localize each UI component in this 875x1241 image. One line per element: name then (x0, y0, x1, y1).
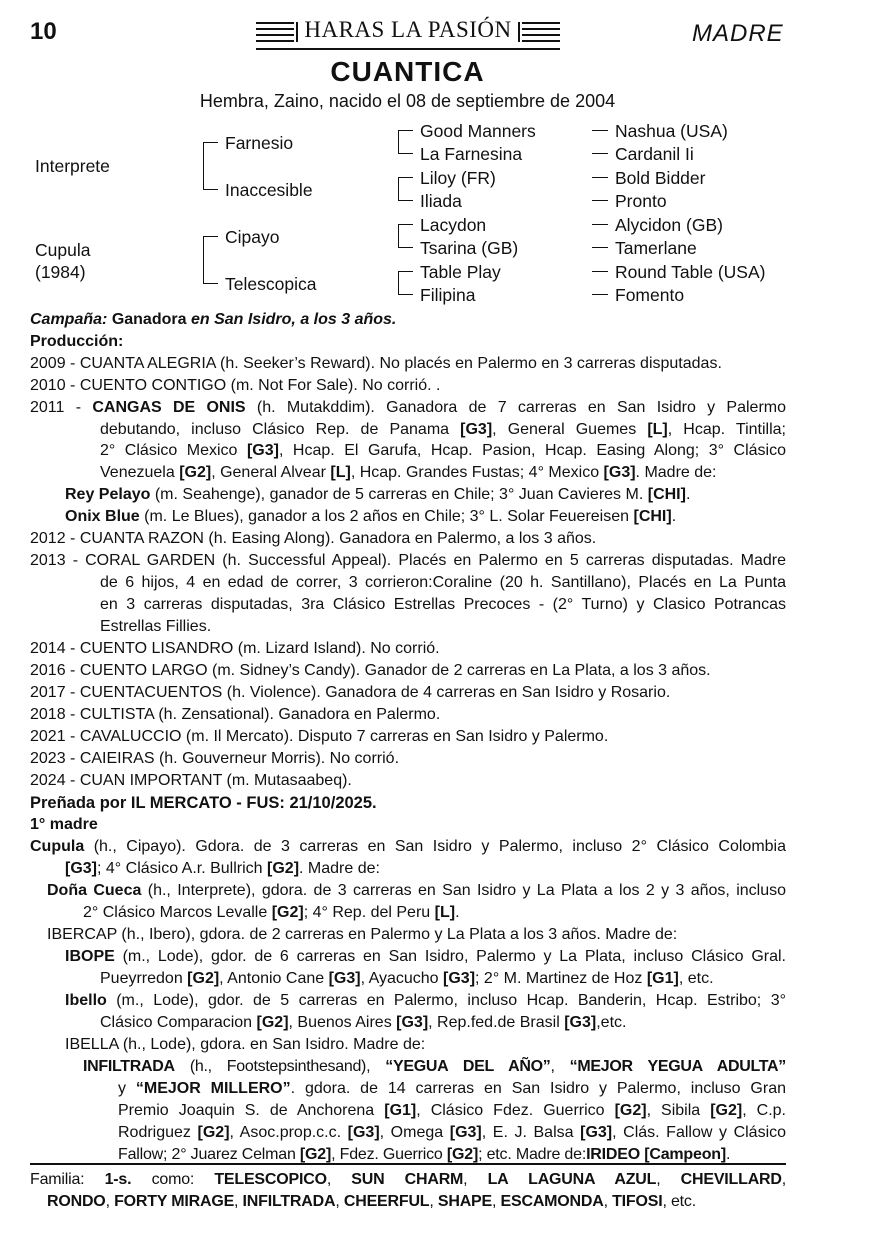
offspring-rey-pelayo: Rey Pelayo (m. Seahenge), ganador de 5 carreras en Chile; 3° Juan Cavieres M. [CHI]. (65, 486, 691, 503)
grade-badge: [G1] (384, 1102, 417, 1119)
text: , Fdez. Guerrico (331, 1146, 443, 1163)
infiltrada-line-cont (118, 1102, 786, 1120)
offspring-name: Doña Cueca (47, 882, 142, 899)
year: 2011 - (30, 399, 82, 416)
ibercap-line: IBERCAP (h., Ibero), gdora. de 2 carreras en Palermo y La Plata a los 3 años. Madre de: (47, 926, 678, 943)
text: ; 4° Rep. del Peru (303, 904, 431, 921)
offspring-onix-blue: Onix Blue (m. Le Blues), ganador a los 2 años en Chile; 3° L. Solar Feuereisen [CHI]. (65, 508, 677, 525)
text: Clásico Comparacion (100, 1014, 253, 1031)
text: (m., Lode), gdor. de 6 carreras en San Isidro, Palermo y La Plata, incluso Clásico Gral. (122, 948, 786, 965)
grade-badge: [CHI] (633, 508, 672, 525)
text: , Buenos Aires (288, 1014, 392, 1031)
cueca-line-cont: 2° Clásico Marcos Levalle [G2]; 4° Rep. del Peru [L]. (83, 904, 460, 921)
text: , Hcap. Grandes Fustas; 4° Mexico (350, 464, 600, 481)
brand-underline (256, 48, 560, 50)
family-horse: RONDO (47, 1193, 106, 1210)
text: , Omega (379, 1124, 444, 1141)
pedigree-sire: Interprete (35, 156, 110, 176)
pedigree-g2: Inaccesible (225, 180, 313, 200)
family-horse: LA LAGUNA AZUL (487, 1171, 657, 1188)
family-horse: TIFOSI (612, 1193, 663, 1210)
text: etc. (670, 1193, 696, 1210)
grade-badge: [L] (434, 904, 456, 921)
production-2013-cont: en 3 carreras disputadas, 3ra Clásico Estrellas Precoces - (2° Turno) y Clasico Potrancas (100, 596, 786, 613)
pedigree-dam: Cupula (35, 240, 91, 260)
campaign-winner: Ganadora (111, 311, 187, 328)
production-2017: 2017 - CUENTACUENTOS (h. Violence). Ganadora de 4 carreras en San Isidro y Rosario. (30, 684, 671, 701)
text: , Hcap. El Garufa, Hcap. Pasion, Hcap. Easing Along; 3° Clásico (278, 442, 786, 459)
infiltrada-line-cont (118, 1080, 786, 1098)
campaign-rest: en San Isidro, a los 3 años. (190, 311, 397, 328)
pedigree-g4: Round Table (USA) (615, 262, 766, 282)
pedigree-g3: Filipina (420, 285, 476, 305)
infiltrada-line-cont (118, 1124, 786, 1142)
cupula-line (30, 838, 786, 856)
production-2013-cont: de 6 hijos, 4 en edad de correr, 3 corrieron:Coraline (20 h. Santillano), Placés en La Punta (100, 574, 786, 591)
family-horse: ESCAMONDA (500, 1193, 604, 1210)
ibope-line (65, 948, 786, 966)
pedigree-g4: Pronto (615, 191, 667, 211)
bracket (398, 224, 413, 248)
grade-badge: [G2] (267, 860, 300, 877)
text: (m. Le Blues), ganador a los 2 años en Chile; 3° L. Solar Feuereisen (144, 508, 630, 525)
grade-badge: [G2] (187, 970, 220, 987)
text: , C.p. (742, 1102, 786, 1119)
dam-name: Cupula (30, 838, 85, 855)
text: (h., Interprete), gdora. de 3 carreras en San Isidro y La Plata a los 2 y 3 años, incluso (147, 882, 787, 899)
text: Venezuela (100, 464, 175, 481)
grade-badge: [L] (330, 464, 351, 481)
text: ,etc. (596, 1014, 627, 1031)
family-label: Familia: (30, 1171, 85, 1188)
ibello-line (65, 992, 786, 1010)
production-2013-cont: Estrellas Fillies. (100, 618, 212, 635)
family-horse: INFILTRADA (242, 1193, 336, 1210)
text: , Hcap. Tintilla; (667, 421, 786, 438)
production-2013: 2013 - CORAL GARDEN (h. Successful Appeal). Placés en Palermo en 5 carreras disputadas. Madre (30, 552, 786, 569)
ibope-line-cont (100, 970, 714, 988)
production-2011-cont (100, 421, 786, 439)
pedigree-g3: Table Play (420, 262, 501, 282)
award: “YEGUA DEL AÑO” (385, 1058, 551, 1075)
text: como: (151, 1171, 195, 1188)
production-2021: 2021 - CAVALUCCIO (m. Il Mercato). Disputo 7 carreras en San Isidro y Palermo. (30, 728, 609, 745)
grade-badge: [G3] (580, 1124, 613, 1141)
production-2014: 2014 - CUENTO LISANDRO (m. Lizard Island). No corrió. (30, 640, 440, 657)
family-line: Familia: 1-s. como: TELESCOPICO, SUN CHARM, LA LAGUNA AZUL, CHEVILLARD, (30, 1171, 787, 1188)
ibello-line-cont (100, 1014, 626, 1032)
text: , Sibila (646, 1102, 701, 1119)
grade-badge: [G3] (564, 1014, 597, 1031)
dash (592, 294, 608, 295)
pedigree-g2: Farnesio (225, 133, 294, 153)
divider (30, 1163, 786, 1165)
pedigree-g4: Alycidon (GB) (615, 215, 723, 235)
text: (h. Mutakddim). Ganadora de 7 carreras en San Isidro y Palermo (256, 399, 786, 416)
text: (m. Seahenge), ganador de 5 carreras en Chile; 3° Juan Cavieres M. (154, 486, 644, 503)
text: debutando, incluso Clásico Rep. de Panama (100, 421, 450, 438)
grade-badge: [G3] (347, 1124, 380, 1141)
grade-badge: [G3] (396, 1014, 429, 1031)
text: ; etc. Madre de: (478, 1146, 587, 1163)
grade-badge: [G3] (328, 970, 361, 987)
offspring-name: IRIDEO [Campeon] (586, 1146, 726, 1163)
text: , E. J. Balsa (481, 1124, 574, 1141)
text: , General Guemes (492, 421, 637, 438)
offspring-name: Rey Pelayo (65, 486, 151, 503)
text: , Clásico Fdez. Guerrico (416, 1102, 605, 1119)
bracket (398, 130, 413, 154)
logo-bars-right (522, 22, 560, 42)
grade-badge: [G2] (710, 1102, 743, 1119)
infiltrada-line-cont: Fallow; 2° Juarez Celman [G2], Fdez. Guerrico [G2]; etc. Madre de:IRIDEO [Campeon]. (118, 1146, 731, 1163)
grade-badge: [G3] (443, 970, 476, 987)
dash (592, 130, 608, 131)
pedigree-g3: Lacydon (420, 215, 487, 235)
pedigree-g3: Liloy (FR) (420, 168, 496, 188)
grade-badge: [G2] (271, 904, 304, 921)
dash (592, 153, 608, 154)
text: y (118, 1080, 126, 1097)
bracket (203, 142, 218, 190)
pedigree-g3: La Farnesina (420, 144, 523, 164)
grade-badge: [G2] (179, 464, 212, 481)
text: (h., Footstepsinthesand), (189, 1058, 371, 1075)
grade-badge: [G3] (460, 421, 493, 438)
text: Premio Joaquin S. de Anchorena (118, 1102, 375, 1119)
production-2010: 2010 - CUENTO CONTIGO (m. Not For Sale). No corrió. . (30, 377, 441, 394)
pedigree-g4: Fomento (615, 285, 685, 305)
production-2012: 2012 - CUANTA RAZON (h. Easing Along). Ganadora en Palermo, a los 3 años. (30, 530, 597, 547)
family-number: 1-s. (104, 1171, 132, 1188)
text: Rodriguez (118, 1124, 191, 1141)
horse-description: Hembra, Zaino, nacido el 08 de septiembre de 2004 (199, 91, 616, 111)
dash (592, 200, 608, 201)
production-2009: 2009 - CUANTA ALEGRIA (h. Seeker’s Reward). No placés en Palermo en 3 carreras disputadas. (30, 355, 722, 372)
text: , General Alvear (211, 464, 326, 481)
section-label: MADRE (692, 20, 784, 47)
production-2011-cont (100, 464, 716, 482)
text: , Antonio Cane (219, 970, 325, 987)
horse-name: CUANTICA (330, 56, 485, 87)
grade-badge: [G2] (446, 1146, 479, 1163)
logo-bars-left (256, 22, 294, 42)
dash (592, 247, 608, 248)
grade-badge: [CHI] (647, 486, 686, 503)
pedigree-g3: Iliada (420, 191, 462, 211)
pedigree-g2: Telescopica (225, 274, 317, 294)
pedigree-g4: Bold Bidder (615, 168, 706, 188)
production-2018: 2018 - CULTISTA (h. Zensational). Ganadora en Palermo. (30, 706, 441, 723)
cupula-line-cont (65, 860, 380, 878)
grade-badge: [G2] (256, 1014, 289, 1031)
brand-name: HARAS LA PASIÓN (304, 17, 512, 42)
offspring-name: Onix Blue (65, 508, 140, 525)
production-2023: 2023 - CAIEIRAS (h. Gouverneur Morris). No corrió. (30, 750, 400, 767)
pedigree-g4: Nashua (USA) (615, 121, 728, 141)
bracket (398, 177, 413, 201)
pedigree-g3: Tsarina (GB) (420, 238, 519, 258)
text: , Asoc.prop.c.c. (229, 1124, 342, 1141)
grade-badge: [G3] (246, 442, 279, 459)
grade-badge: [G3] (449, 1124, 482, 1141)
grade-badge: [G2] (614, 1102, 647, 1119)
offspring-name: CANGAS DE ONIS (92, 399, 246, 416)
campaign (30, 311, 396, 329)
dash (592, 224, 608, 225)
production-2011-cont (100, 442, 786, 460)
campaign-label: Campaña: (30, 311, 108, 328)
grade-badge: [G1] (646, 970, 679, 987)
text: ; 2° M. Martinez de Hoz (475, 970, 643, 987)
bracket (398, 271, 413, 295)
text: , Ayacucho (360, 970, 439, 987)
award: “MEJOR MILLERO” (135, 1080, 291, 1097)
page-number: 10 (30, 18, 57, 45)
pedigree-g4: Cardanil Ii (615, 144, 694, 164)
text: (m., Lode), gdor. de 5 carreras en Palermo, incluso Hcap. Banderin, Hcap. Estribo; 3° (116, 992, 786, 1009)
family-horse: CHEVILLARD (680, 1171, 782, 1188)
production-2024: 2024 - CUAN IMPORTANT (m. Mutasaabeq). (30, 772, 352, 789)
family-horse: CHEERFUL (343, 1193, 430, 1210)
production-2016: 2016 - CUENTO LARGO (m. Sidney’s Candy). Ganador de 2 carreras en La Plata, a los 3 años. (30, 662, 711, 679)
dash (592, 271, 608, 272)
infiltrada-line: INFILTRADA (h., Footstepsinthesand), “YEGUA DEL AÑO”, “MEJOR YEGUA ADULTA” (83, 1058, 787, 1075)
grade-badge: [G3] (603, 464, 636, 481)
offspring-name: IBOPE (65, 948, 115, 965)
family-horse: FORTY MIRAGE (114, 1193, 235, 1210)
text: Fallow; 2° Juarez Celman (118, 1146, 296, 1163)
pedigree-g2: Cipayo (225, 227, 280, 247)
text: , Clás. Fallow y Clásico (612, 1124, 787, 1141)
text: . Madre de: (299, 860, 380, 877)
family-horse: SUN CHARM (351, 1171, 464, 1188)
production-heading: Producción: (30, 333, 124, 350)
text: , etc. (678, 970, 714, 987)
offspring-name: INFILTRADA (83, 1058, 175, 1075)
text: . gdora. de 14 carreras en San Isidro y Palermo, incluso Gran (290, 1080, 787, 1097)
family-horse: TELESCOPICO (214, 1171, 327, 1188)
grade-badge: [G2] (197, 1124, 230, 1141)
grade-badge: [G2] (299, 1146, 332, 1163)
pedigree-g3: Good Manners (420, 121, 536, 141)
family-line-cont: RONDO, FORTY MIRAGE, INFILTRADA, CHEERFUL, SHAPE, ESCAMONDA, TIFOSI, etc. (47, 1193, 696, 1210)
first-dam-heading: 1° madre (30, 816, 98, 833)
production-2011 (30, 399, 786, 417)
grade-badge: [L] (647, 421, 668, 438)
text: ; 4° Clásico A.r. Bullrich (97, 860, 263, 877)
pedigree-dam-year: (1984) (35, 262, 86, 282)
bracket (203, 236, 218, 284)
text: Pueyrredon (100, 970, 183, 987)
offspring-name: Ibello (65, 992, 107, 1009)
text: 2° Clásico Marcos Levalle (83, 904, 268, 921)
brand-logo (256, 16, 560, 50)
award: “MEJOR YEGUA ADULTA” (569, 1058, 787, 1075)
pregnant-note: Preñada por IL MERCATO - FUS: 21/10/2025. (30, 794, 377, 812)
text: , Rep.fed.de Brasil (428, 1014, 560, 1031)
text: 2° Clásico Mexico (100, 442, 238, 459)
grade-badge: [G3] (65, 860, 97, 877)
text: (h., Cipayo). Gdora. de 3 carreras en San Isidro y Palermo, incluso 2° Clásico Colombia (93, 838, 786, 855)
cueca-line (47, 882, 786, 900)
text: . Madre de: (635, 464, 717, 481)
family-horse: SHAPE (437, 1193, 493, 1210)
ibella-line: IBELLA (h., Lode), gdora. en San Isidro. Madre de: (65, 1036, 426, 1053)
pedigree-g4: Tamerlane (615, 238, 697, 258)
dash (592, 177, 608, 178)
